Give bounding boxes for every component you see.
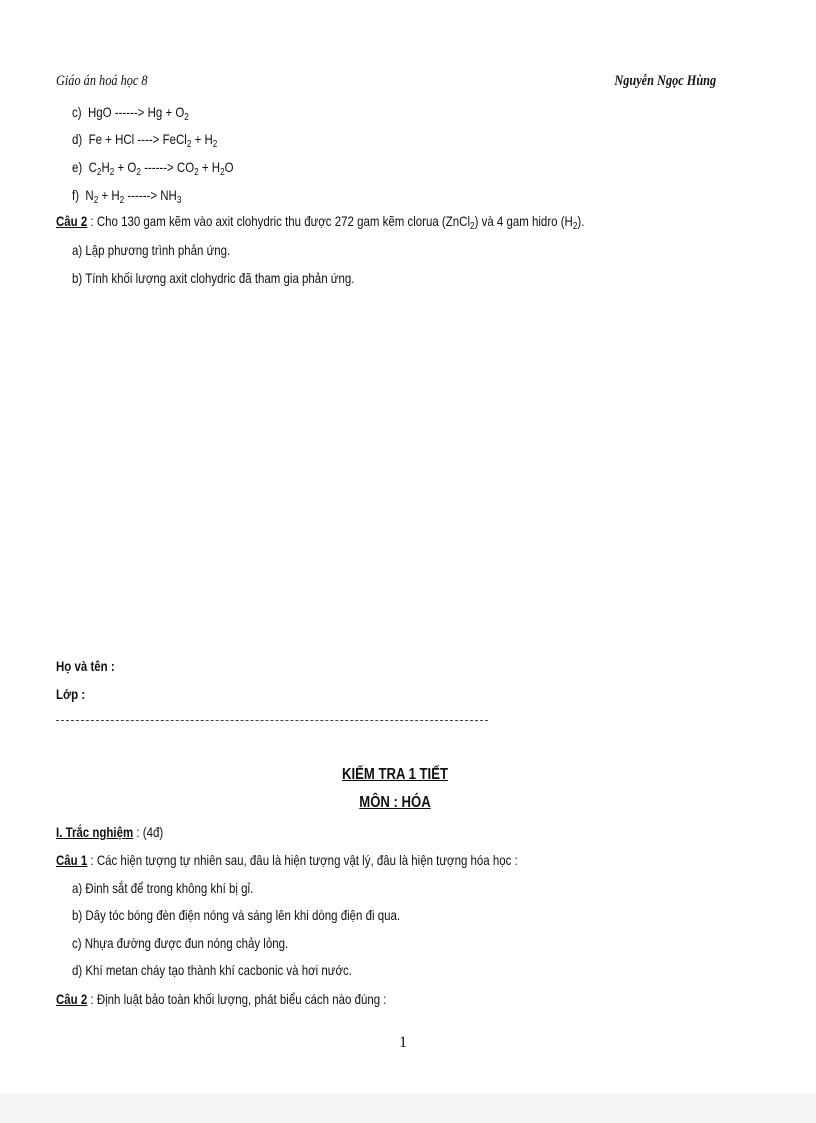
student-name-label: Họ và tên : — [56, 658, 115, 674]
section-1-heading: I. Trắc nghiệm : (4đ) — [56, 824, 164, 840]
equation-e: e) $C_2H_2 + O_2$ ------> $CO_2 + H_2O$ — [72, 159, 234, 178]
question-1-b: b) Dây tóc bóng đèn điện nóng và sáng lên khi dòng điện đi qua. — [72, 907, 401, 923]
page-bottom-margin — [0, 1093, 816, 1123]
question-2-top-b: b) Tính khối lượng axit clohydric đã tham gia phản ứng. — [72, 270, 355, 286]
question-1: Câu 1 : Các hiện tượng tự nhiên sau, đâu là hiện tượng vật lý, đâu là hiện tượng hóa học : — [56, 852, 518, 868]
question-2-top: Câu 2 : Cho 130 gam kẽm vào axit clohydric thu được 272 gam kẽm clorua (ZnCl$_2$) và 4 gam hidro $(H_2)$. — [56, 213, 585, 232]
question-2-top-a: a) Lập phương trình phản ứng. — [72, 242, 231, 258]
subject-title: MÔN : HÓA — [359, 794, 431, 811]
header-left: Giáo án hoá học 8 — [56, 73, 148, 89]
test-title: KIỂM TRA 1 TIẾT — [342, 766, 448, 783]
equation-f: f) $N_2 + H_2$ ------> $NH_3$ — [72, 187, 182, 206]
header-right: Nguyễn Ngọc Hùng — [614, 73, 716, 89]
student-class-label: Lớp : — [56, 686, 86, 702]
dashed-divider — [56, 720, 488, 721]
question-2-bottom: Câu 2 : Định luật bảo toàn khối lượng, phát biểu cách nào đúng : — [56, 991, 387, 1007]
equation-d: d) Fe + HCl ----> FeCl$_2$ + $H_2$ — [72, 131, 218, 150]
page-number: 1 — [399, 1034, 407, 1051]
equation-c: c) HgO ------> $Hg + O_2$ — [72, 104, 189, 123]
question-1-a: a) Đinh sắt để trong không khí bị gỉ. — [72, 880, 254, 896]
question-1-c: c) Nhựa đường được đun nóng chảy lỏng. — [72, 935, 289, 951]
question-1-d: d) Khí metan cháy tạo thành khí cacbonic và hơi nước. — [72, 962, 352, 978]
